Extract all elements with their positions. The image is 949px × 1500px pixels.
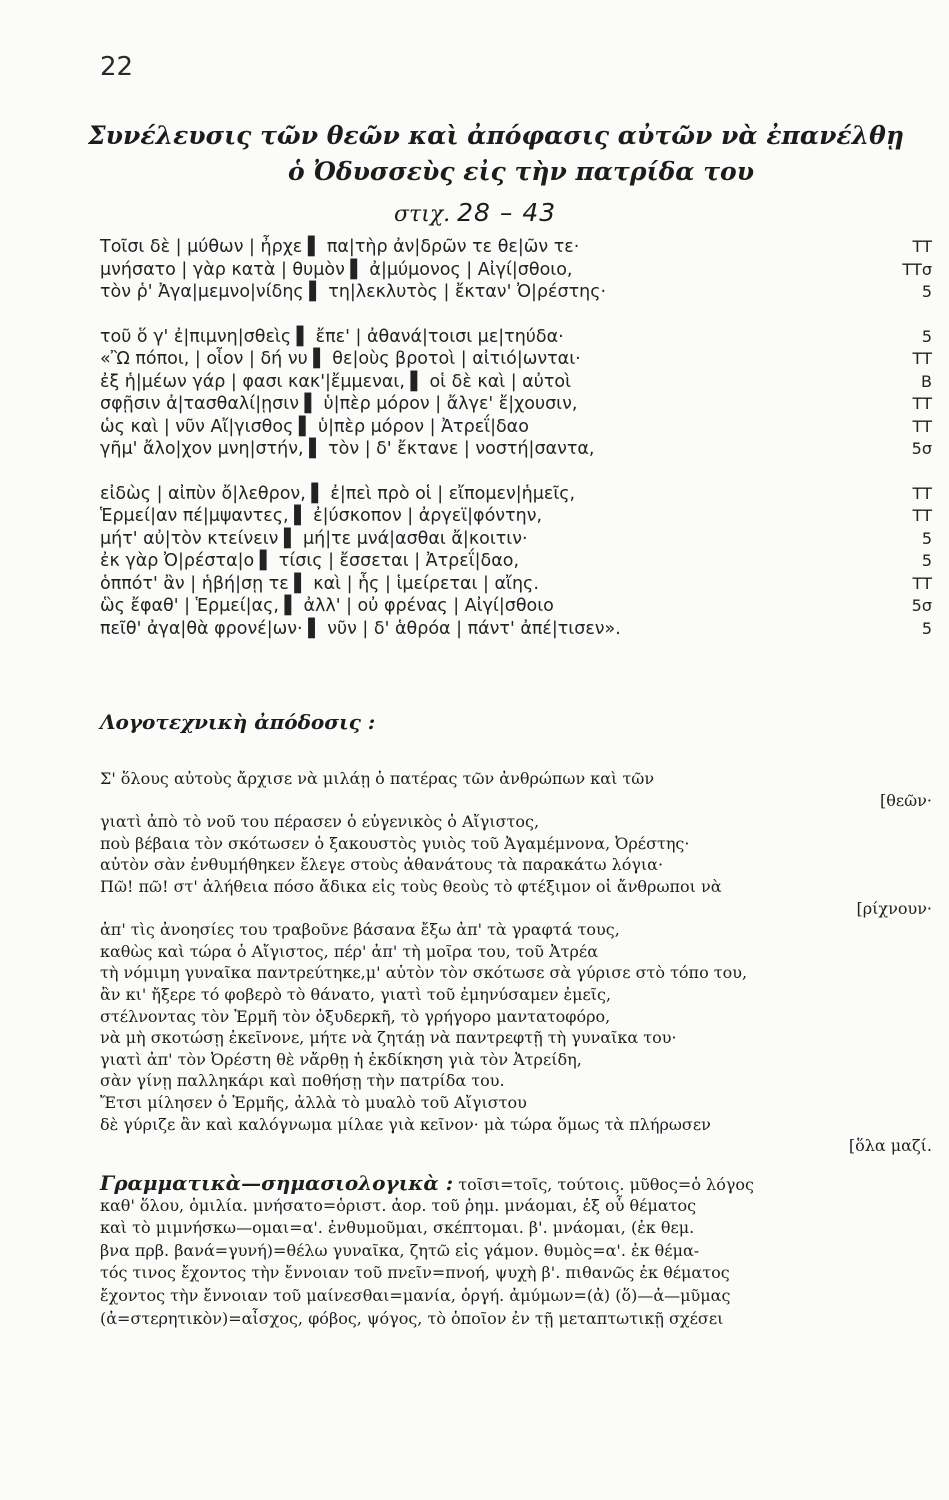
translation-line: γιατὶ ἀπὸ τὸ νοῦ του πέρασεν ὁ εὐγενικὸς ὁ Αἴγιστος, bbox=[100, 812, 540, 832]
verse-text: Ἑρμεί|αν πέ|μψαντες, ▌ ἐ|ύσκοπον | ἀργεϊ|φόντην, bbox=[100, 506, 543, 526]
verse-text: Τοῖσι δὲ | μύθων | ἦρχε ▌ πα|τὴρ ἀν|δρῶν τε θε|ῶν τε· bbox=[100, 237, 580, 257]
grammar-notes bbox=[100, 1172, 938, 1330]
grammar-line: καθ' ὅλου, ὁμιλία. μνήσατο=ὁριστ. ἀορ. τοῦ ῥημ. μνάομαι, ἐξ οὗ θέματος bbox=[100, 1195, 697, 1215]
grammar-first-line-text: τοῖσι=τοῖς, τούτοις. μῦθος=ὁ λόγος bbox=[458, 1175, 754, 1194]
literary-heading: Λογοτεχνικὴ ἀπόδοσις : bbox=[100, 710, 376, 734]
translation-line: ποὺ βέβαια τὸν σκότωσεν ὁ ξακουστὸς γυιὸς τοῦ Ἀγαμέμνονα, Ὀρέστης· bbox=[100, 833, 690, 853]
verse-text: ὡς καὶ | νῦν Αἴ|γισθος ▌ ὑ|πὲρ μόρον | Ἀτρεΐ|δαο bbox=[100, 416, 529, 437]
scansion-mark: ΤΤ bbox=[912, 416, 932, 436]
scansion-mark: 5 bbox=[921, 551, 932, 570]
verse-line bbox=[100, 281, 940, 304]
verse-text: μήτ' αὐ|τὸν κτείνειν ▌ μή|τε μνά|ασθαι ἄ|κοιτιν· bbox=[100, 528, 528, 549]
verse-line bbox=[100, 371, 940, 394]
verse-stanza bbox=[100, 236, 940, 304]
translation-line: τὴ νόμιμη γυναῖκα παντρεύτηκε,μ' αὐτὸν τὸν σκότωσε σὰ γύρισε στὸ τόπο του, bbox=[100, 963, 748, 983]
scansion-mark: 5 bbox=[921, 618, 932, 638]
scansion-mark: ΤΤ bbox=[912, 394, 932, 413]
scansion-mark: 5 bbox=[921, 528, 932, 548]
verse-stanza bbox=[100, 483, 940, 641]
translation-line: σὰν γίνῃ παλληκάρι καὶ ποθήσῃ τὴν πατρίδα του. bbox=[100, 1071, 505, 1091]
verse-text: «Ὢ πόποι, | οἷον | δή νυ ▌ θε|οὺς βροτοὶ | αἰτιό|ωνται· bbox=[100, 349, 581, 369]
verse-stanza bbox=[100, 326, 940, 461]
verse-ref-range: 28 – 43 bbox=[457, 198, 557, 227]
verse-text: σφῇσιν ἀ|τασθαλί|ῃσιν ▌ ὑ|πὲρ μόρον | ἄλγε' ἔ|χουσιν, bbox=[100, 394, 578, 414]
translation-line: [θεῶν· bbox=[879, 790, 932, 810]
verse-line bbox=[100, 505, 940, 528]
verse-text: ἐκ γὰρ Ὀ|ρέστα|ο ▌ τίσις | ἔσσεται | Ἀτρεΐ|δαο, bbox=[100, 551, 520, 571]
scansion-mark: ΤΤ bbox=[912, 573, 932, 593]
verse-line bbox=[100, 416, 940, 439]
verse-text: ὣς ἔφαθ' | Ἑρμεί|ας, ▌ ἀλλ' | οὐ φρένας | Αἰγί|σθοιο bbox=[100, 596, 554, 616]
scansion-mark: ΤΤ bbox=[912, 349, 932, 368]
verse-line bbox=[100, 595, 940, 618]
page-number: 22 bbox=[100, 52, 134, 82]
grammar-line: (ἀ=στερητικὸν)=αἶσχος, φόβος, ψόγος, τὸ ὁποῖον ἐν τῇ μεταπτωτικῇ σχέσει bbox=[100, 1308, 724, 1328]
verse-text: μνήσατο | γὰρ κατὰ | θυμὸν ▌ ἀ|μύμονος | Αἰγί|σθοιο, bbox=[100, 259, 573, 280]
verse-line bbox=[100, 438, 940, 461]
verse-line bbox=[100, 259, 940, 282]
grammar-line: ἔχοντος τὴν ἔννοιαν τοῦ μαίνεσθαι=μανία, ὀργή. ἀμύμων=(ἀ) (ὅ)—ἀ—μῦμας bbox=[100, 1285, 731, 1305]
grammar-line: καὶ τὸ μιμνήσκω—ομαι=α'. ἐνθυμοῦμαι, σκέπτομαι. β'. μνάομαι, (ἐκ θεμ. bbox=[100, 1218, 695, 1238]
translation-line: ἀπ' τὶς ἀνοησίες του τραβοῦνε βάσανα ἔξω ἀπ' τὰ γραφτά τους, bbox=[100, 920, 620, 940]
verse-line bbox=[100, 550, 940, 573]
verse-line bbox=[100, 326, 940, 349]
title-line-2: ὁ Ὀδυσσεὺς εἰς τὴν πατρίδα του bbox=[288, 157, 755, 186]
literary-translation bbox=[100, 768, 938, 1157]
translation-line: [ὅλα μαζί. bbox=[848, 1136, 932, 1156]
verse-text: ἐξ ἡ|μέων γάρ | φασι κακ'|ἔμμεναι, ▌ οἱ δὲ καὶ | αὐτοὶ bbox=[100, 371, 572, 392]
verse-line bbox=[100, 393, 940, 416]
scansion-mark: 5σ bbox=[911, 596, 932, 615]
scansion-mark: 5 bbox=[921, 326, 932, 346]
translation-line: [ρίχνουν· bbox=[856, 898, 932, 918]
grammar-first-line bbox=[100, 1172, 938, 1195]
verse-text: γῆμ' ἄλο|χον μνη|στήν, ▌ τὸν | δ' ἔκτανε | νοστή|σαντα, bbox=[100, 439, 595, 459]
verse-reference bbox=[394, 198, 556, 227]
verse-ref-label: στιχ. bbox=[394, 202, 451, 227]
title-line-1: Συνέλευσις τῶν θεῶν καὶ ἀπόφασις αὐτῶν νὰ ἐπανέλθῃ bbox=[88, 121, 905, 150]
scanned-verses bbox=[100, 236, 940, 662]
scansion-mark: ΤΤσ bbox=[902, 259, 932, 279]
scansion-mark: ΤΤ bbox=[912, 506, 932, 525]
verse-line bbox=[100, 348, 940, 371]
translation-line: καθὼς καὶ τώρα ὁ Αἴγιστος, πέρ' ἀπ' τὴ μοῖρα του, τοῦ Ἀτρέα bbox=[100, 941, 599, 961]
translation-line: Σ' ὅλους αὐτοὺς ἄρχισε νὰ μιλάῃ ὁ πατέρας τῶν ἀνθρώπων καὶ τῶν bbox=[100, 769, 655, 788]
verse-text: ὁππότ' ἂν | ἡβή|σῃ τε ▌ καὶ | ἧς | ἱμείρεται | αἴης. bbox=[100, 573, 539, 594]
verse-text: πεῖθ' ἀγα|θὰ φρονέ|ων· ▌ νῦν | δ' ἁθρόα | πάντ' ἀπέ|τισεν». bbox=[100, 618, 621, 639]
translation-line: Ἔτσι μίλησεν ὁ Ἑρμῆς, ἀλλὰ τὸ μυαλὸ τοῦ Αἴγιστου bbox=[100, 1092, 527, 1112]
grammar-heading: Γραμματικὰ—σημασιολογικὰ : bbox=[100, 1171, 454, 1195]
scansion-mark: ΤΤ bbox=[912, 237, 932, 256]
page-title bbox=[88, 118, 948, 190]
translation-line: γιατὶ ἀπ' τὸν Ὀρέστη θὲ νἄρθῃ ἡ ἐκδίκηση γιὰ τὸν Ἀτρείδη, bbox=[100, 1049, 582, 1069]
grammar-line: βνα πρβ. βανά=γυνή)=θέλω γυναῖκα, ζητῶ εἰς γάμον. θυμὸς=α'. ἐκ θέμα- bbox=[100, 1240, 700, 1260]
scansion-mark: ΤΤ bbox=[912, 483, 932, 503]
grammar-line: τός τινος ἔχοντος τὴν ἔννοιαν τοῦ πνεῖν=πνοή, ψυχὴ β'. πιθανῶς ἐκ θέματος bbox=[100, 1263, 730, 1283]
scansion-mark: Β bbox=[921, 371, 932, 391]
verse-text: εἰδὼς | αἰπὺν ὄ|λεθρον, ▌ ἐ|πεὶ πρὸ οἱ | εἴπομεν|ἡμεῖς, bbox=[100, 483, 576, 504]
verse-line bbox=[100, 573, 940, 596]
verse-text: τὸν ῥ' Ἀγα|μεμνο|νίδης ▌ τη|λεκλυτὸς | ἔκταν' Ὀ|ρέστης· bbox=[100, 282, 607, 302]
verse-line bbox=[100, 236, 940, 259]
verse-line bbox=[100, 483, 940, 506]
scansion-mark: 5 bbox=[921, 282, 932, 301]
verse-text: τοῦ ὅ γ' ἐ|πιμνη|σθεὶς ▌ ἔπε' | ἀθανά|τοισι με|τηύδα· bbox=[100, 326, 564, 347]
verse-line bbox=[100, 618, 940, 641]
translation-line: αὐτὸν σὰν ἐνθυμήθηκεν ἔλεγε στοὺς ἀθανάτους τὰ παρακάτω λόγια· bbox=[100, 855, 664, 875]
translation-line: ἂν κι' ἤξερε τό φοβερὸ τὸ θάνατο, γιατὶ τοῦ ἐμηνύσαμεν ἐμεῖς, bbox=[100, 984, 612, 1004]
verse-line bbox=[100, 528, 940, 551]
translation-line: νὰ μὴ σκοτώσῃ ἐκεῖνονε, μήτε νὰ ζητάῃ νὰ παντρεφτῇ τὴ γυναῖκα του· bbox=[100, 1028, 677, 1048]
translation-line: στέλνοντας τὸν Ἑρμῆ τὸν ὀξυδερκῆ, τὸ γρήγορο μαντατοφόρο, bbox=[100, 1006, 611, 1026]
translation-line: Πῶ! πῶ! στ' ἀλήθεια πόσο ἄδικα εἰς τοὺς θεοὺς τὸ φτέξιμον οἱ ἄνθρωποι νὰ bbox=[100, 876, 722, 896]
scansion-mark: 5σ bbox=[911, 439, 932, 458]
translation-line: δὲ γύριζε ἂν καὶ καλόγνωμα μίλαε γιὰ κεῖνον· μὰ τώρα ὅμως τὰ πλήρωσεν bbox=[100, 1114, 711, 1134]
